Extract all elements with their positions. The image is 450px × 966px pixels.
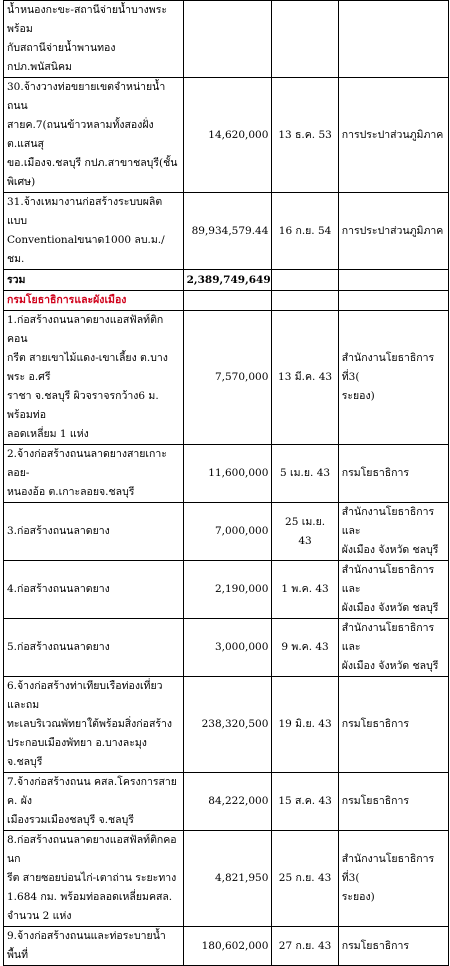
- cell-agency: [338, 619, 448, 677]
- cell-description: [4, 831, 184, 927]
- description-text: 31.จ้างเหมางานก่อสร้างระบบผลิตแบบ Conventionalขนาด1000 ลบ.ม./ชม.: [7, 196, 165, 265]
- total-amount-text: 2,389,749,649: [186, 273, 271, 286]
- amount-text: 3,000,000: [214, 641, 269, 653]
- cell-agency: [338, 270, 448, 291]
- table-row: [4, 619, 449, 677]
- cell-date: [272, 193, 338, 270]
- description-text: 5.ก่อสร้างถนนลาดยาง: [7, 641, 110, 653]
- description-text: 1.ก่อสร้างถนนลาดยางแอสฟัลท์ติกคอน กรีต สายเขาไม้แดง-เขาเลี้ยง ต.บางพระ อ.ศรี ราชา จ.ชลบุรี ผิวจราจรกว้าง6 ม. พร้อมท่อ ลอดเหลี่ยม 1 แห่ง: [7, 314, 168, 440]
- cell-date: [272, 78, 338, 193]
- amount-text: 4,821,950: [214, 872, 269, 884]
- date-text: 5 เม.ย. 43: [280, 467, 331, 479]
- cell-agency: [338, 291, 448, 311]
- table-row: [4, 503, 449, 561]
- agency-text: สำนักงานโยธาธิการและ ผังเมือง จังหวัด ชลบุรี: [341, 506, 439, 556]
- agency-text: การประปาส่วนภูมิภาค: [341, 224, 444, 237]
- cell-agency: [338, 445, 448, 503]
- agency-text: สำนักงานโยธาธิการที่3( ระยอง): [341, 352, 435, 402]
- cell-amount: [183, 773, 272, 831]
- cell-date: [272, 445, 338, 503]
- date-text: 19 มิ.ย. 43: [278, 718, 332, 730]
- agency-text: การประปาส่วนภูมิภาค: [341, 128, 444, 141]
- cell-amount: [183, 677, 272, 773]
- cell-date: [272, 619, 338, 677]
- amount-text: 89,934,579.44: [191, 224, 269, 237]
- agency-text: กรมโยธาธิการ: [341, 467, 410, 479]
- cell-amount: [183, 503, 272, 561]
- cell-date: [272, 270, 338, 291]
- cell-amount: [183, 78, 272, 193]
- cell-agency: [338, 1, 448, 78]
- cell-date: [272, 503, 338, 561]
- table-row: [4, 773, 449, 831]
- cell-description: [4, 927, 184, 966]
- total-label-text: รวม: [7, 273, 26, 286]
- description-text: 6.จ้างก่อสร้างท่าเทียบเรือท่องเที่ยวและถม ทะเลบริเวณพัทยาใต้พร้อมสิ่งก่อสร้าง ประกอบเมืองพัทยา อ.บางละมุง จ.ชลบุรี: [7, 680, 173, 768]
- cell-description: [4, 677, 184, 773]
- cell-amount: [183, 831, 272, 927]
- agency-text: กรมโยธาธิการ: [341, 939, 410, 952]
- cell-amount: [183, 291, 272, 311]
- date-text: 16 ก.ย. 54: [278, 224, 332, 237]
- amount-text: 2,190,000: [214, 583, 269, 595]
- description-text: 9.จ้างก่อสร้างถนนและท่อระบายน้ำพื้นที่: [7, 930, 166, 961]
- agency-text: สำนักงานโยธาธิการและ ผังเมือง จังหวัด ชลบุรี: [341, 564, 439, 614]
- total-row: [4, 270, 449, 291]
- amount-text: 11,600,000: [208, 467, 269, 479]
- cell-description: [4, 193, 184, 270]
- date-text: 9 พ.ค. 43: [281, 641, 329, 653]
- description-text: 3.ก่อสร้างถนนลาดยาง: [7, 525, 110, 537]
- table-row: [4, 193, 449, 270]
- agency-text: กรมโยธาธิการ: [341, 718, 410, 730]
- cell-agency: [338, 677, 448, 773]
- cell-date: [272, 1, 338, 78]
- cell-amount: [183, 311, 272, 445]
- cell-description: [4, 78, 184, 193]
- date-text: 13 ธ.ค. 53: [278, 128, 332, 141]
- amount-text: 7,570,000: [214, 371, 269, 383]
- cell-amount: [183, 193, 272, 270]
- table-row: [4, 78, 449, 193]
- cell-description: [4, 561, 184, 619]
- project-table: [3, 0, 449, 966]
- date-text: 13 มี.ค. 43: [278, 371, 333, 383]
- description-text: 7.จ้างก่อสร้างถนน คสล.โครงการสาย ค. ผัง เมืองรวมเมืองชลบุรี จ.ชลบุรี: [7, 776, 177, 826]
- table-row: [4, 561, 449, 619]
- cell-date: [272, 831, 338, 927]
- cell-agency: [338, 561, 448, 619]
- table-row: [4, 831, 449, 927]
- cell-amount: [183, 619, 272, 677]
- date-text: 15 ส.ค. 43: [278, 795, 332, 807]
- cell-description: [4, 503, 184, 561]
- section-header-row: [4, 291, 449, 311]
- agency-text: สำนักงานโยธาธิการและ ผังเมือง จังหวัด ชลบุรี: [341, 622, 439, 672]
- description-text: 8.ก่อสร้างถนนลาดยางแอสฟัลท์ติกคอนก รีต สายซอยบ่อนไก่-เตาถ่าน ระยะทาง 1.684 กม. พร้อมท่อลอดเหลี่ยมคสล. จำนวน 2 แห่ง: [7, 834, 177, 922]
- amount-text: 84,222,000: [208, 795, 269, 807]
- cell-agency: [338, 503, 448, 561]
- cell-description: [4, 1, 184, 78]
- cell-amount: [183, 1, 272, 78]
- total-label: [4, 270, 184, 291]
- cell-amount: [183, 927, 272, 966]
- cell-agency: [338, 773, 448, 831]
- date-text: 25 ก.ย. 43: [278, 872, 332, 884]
- table-row: [4, 1, 449, 78]
- cell-description: [4, 445, 184, 503]
- amount-text: 180,602,000: [201, 939, 269, 952]
- amount-text: 14,620,000: [208, 128, 269, 141]
- agency-text: สำนักงานโยธาธิการที่3( ระยอง): [341, 853, 435, 903]
- cell-date: [272, 927, 338, 966]
- table-row: [4, 677, 449, 773]
- cell-date: [272, 291, 338, 311]
- description-text: 30.จ้างวางท่อขยายเขตจำหน่ายน้ำถนน สายค.7(ถนนข้าวหลามทั้งสองฝั่ง ต.แสนสุ ขอ.เมืองจ.ชลบุรี กปภ.สาขาชลบุรี(ชั้น พิเศษ): [7, 81, 178, 188]
- cell-agency: [338, 193, 448, 270]
- cell-agency: [338, 831, 448, 927]
- cell-amount: [183, 445, 272, 503]
- date-text: 1 พ.ค. 43: [281, 583, 329, 595]
- cell-date: [272, 773, 338, 831]
- date-text: 25 เม.ย. 43: [285, 515, 326, 547]
- cell-description: [4, 619, 184, 677]
- cell-date: [272, 561, 338, 619]
- agency-text: กรมโยธาธิการ: [341, 795, 410, 807]
- description-text: 4.ก่อสร้างถนนลาดยาง: [7, 583, 110, 595]
- amount-text: 7,000,000: [214, 525, 269, 537]
- table-row: [4, 927, 449, 966]
- cell-date: [272, 677, 338, 773]
- table-row: [4, 311, 449, 445]
- cell-description: [4, 773, 184, 831]
- cell-agency: [338, 78, 448, 193]
- table-row: [4, 445, 449, 503]
- description-text: น้ำหนองกะขะ-สถานีจ่ายน้ำบางพระพร้อม กับสถานีจ่ายน้ำพานทอง กปภ.พนัสนิคม: [7, 4, 167, 73]
- cell-date: [272, 311, 338, 445]
- section-title-text: กรมโยธาธิการและผังเมือง: [7, 294, 127, 306]
- cell-amount: [183, 561, 272, 619]
- description-text: 2.จ้างก่อสร้างถนนลาดยางสายเกาะลอย- หนองอ้อ ต.เกาะลอยจ.ชลบุรี: [7, 448, 167, 498]
- amount-text: 238,320,500: [201, 718, 269, 730]
- cell-agency: [338, 927, 448, 966]
- section-title: [4, 291, 184, 311]
- date-text: 27 ก.ย. 43: [278, 939, 332, 952]
- cell-agency: [338, 311, 448, 445]
- total-amount: [183, 270, 272, 291]
- cell-description: [4, 311, 184, 445]
